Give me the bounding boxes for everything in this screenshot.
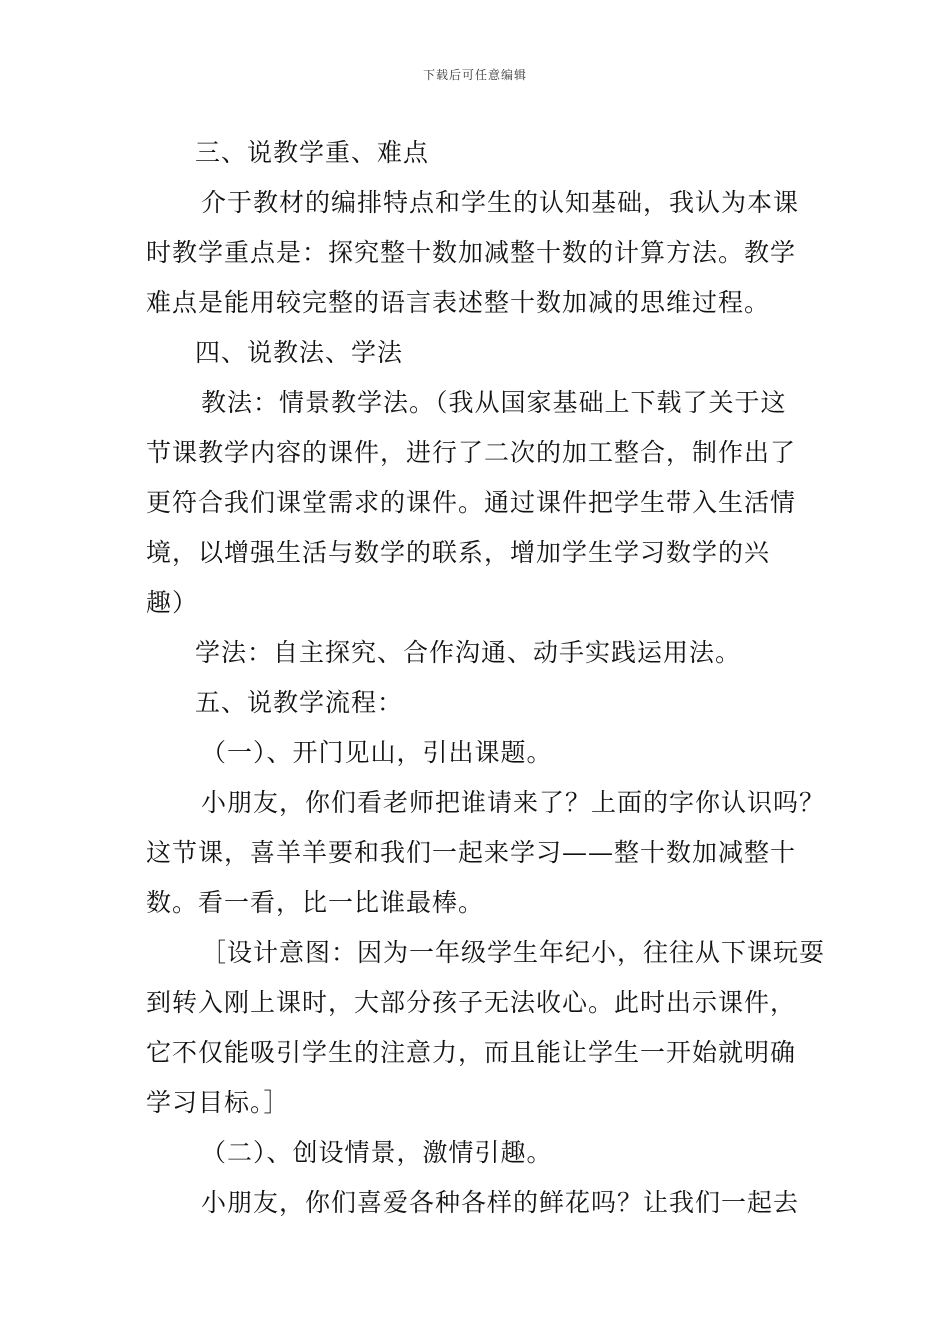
document-body — [146, 128, 826, 1228]
section-heading: 四、说教法、学法 — [195, 338, 404, 367]
subsection-heading: （一）、开门见山，引出课题。 — [201, 738, 553, 767]
paragraph-line: 学习目标。］ — [146, 1088, 290, 1117]
paragraph-line: 更符合我们课堂需求的课件。通过课件把学生带入生活情 — [146, 488, 797, 517]
paragraph-line: 数。看一看，比一比谁最棒。 — [146, 888, 485, 917]
paragraph-line: 到转入刚上课时，大部分孩子无法收心。此时出示课件， — [146, 988, 797, 1017]
paragraph-line: ［设计意图：因为一年级学生年纪小，往往从下课玩耍 — [201, 938, 826, 967]
paragraph-line: 时教学重点是：探究整十数加减整十数的计算方法。教学 — [146, 238, 797, 267]
paragraph-line: 难点是能用较完整的语言表述整十数加减的思维过程。 — [146, 288, 771, 317]
paragraph-line: 境，以增强生活与数学的联系，增加学生学习数学的兴 — [146, 538, 771, 567]
paragraph-line: 小朋友，你们喜爱各种各样的鲜花吗？让我们一起去 — [201, 1188, 800, 1217]
paragraph-line: 节课教学内容的课件，进行了二次的加工整合，制作出了 — [146, 438, 797, 467]
section-heading: 五、说教学流程： — [195, 688, 404, 717]
section-heading: 三、说教学重、难点 — [195, 138, 430, 167]
subsection-heading: （二）、创设情景，激情引趣。 — [201, 1138, 553, 1167]
paragraph-line: 这节课，喜羊羊要和我们一起来学习——整十数加减整十 — [146, 838, 797, 867]
paragraph-line: 教法：情景教学法。（我从国家基础上下载了关于这 — [201, 388, 787, 417]
paragraph-line: 介于教材的编排特点和学生的认知基础，我认为本课 — [201, 188, 800, 217]
paragraph-line: 小朋友，你们看老师把谁请来了？上面的字你认识吗？ — [201, 788, 826, 817]
page-header: 下载后可任意编辑 — [422, 68, 527, 82]
paragraph-line: 学法：自主探究、合作沟通、动手实践运用法。 — [195, 638, 742, 667]
paragraph-line: 趣） — [146, 588, 199, 617]
paragraph-line: 它不仅能吸引学生的注意力，而且能让学生一开始就明确 — [146, 1038, 797, 1067]
